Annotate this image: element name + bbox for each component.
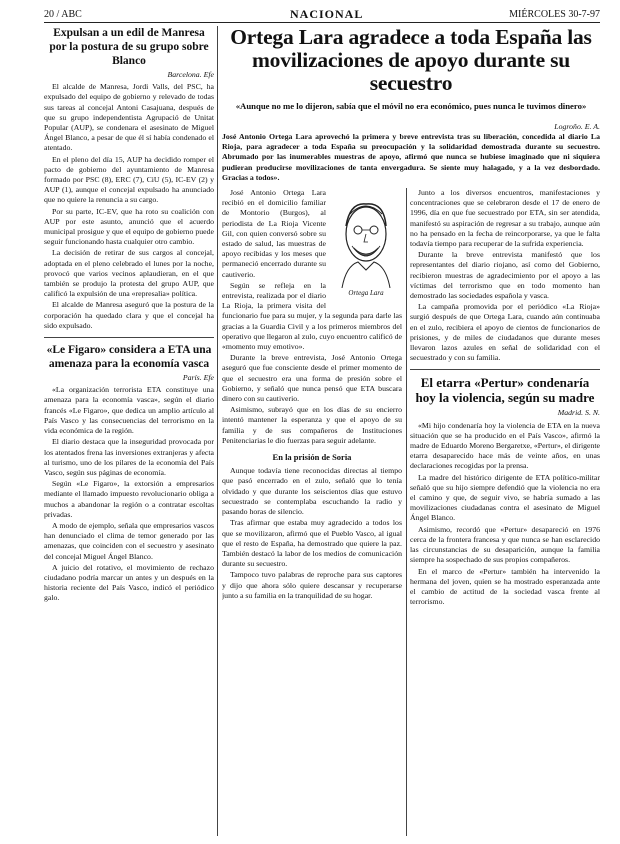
main-headline: Ortega Lara agradece a toda España las movilizaciones de apoyo durante su secuestro <box>230 25 592 95</box>
main-deck: «Aunque no me lo dijeron, sabía que el móvil no era económico, pues nunca le tuvimos dinero» <box>235 101 587 111</box>
story1-paragraph: El alcalde de Manresa aseguró que la postura de la corporación ha quedado clara y que el concejal ha sido expulsado. <box>44 300 214 330</box>
portrait-caption: Ortega Lara <box>348 289 384 297</box>
main-column-3 <box>410 188 600 836</box>
story3-paragraph: Asimismo, recordó que «Pertur» desapareció en 1976 cerca de la frontera francesa y que nunca se han esclarecido las circunstancias de su desaparición, aunque la familia siempre ha sospechado de sus propios compañeros. <box>410 524 600 565</box>
main-paragraph: Tras afirmar que estaba muy agradecido a todos los que se movilizaron, afirmó que el Pueblo Vasco, al igual que el resto de España, ha demostrado que quiere la paz. También destacó la labor de los medios de comunicación durante su secuestro. <box>222 518 402 569</box>
story3-paragraph: En el marco de «Pertur» también ha intervenido la hermana del joven, quien se ha mostrado esperanzada ante el cambio de actitud de la sociedad vasca frente al terrorismo. <box>410 566 600 607</box>
story2-paragraph: A modo de ejemplo, señala que empresarios vascos han denunciado el clima de temor generado por las amenazas, que coinciden con el secuestro y asesinato del concejal Miguel Ángel Blanco. <box>44 520 214 561</box>
page-header <box>44 6 600 23</box>
main-paragraph: Asimismo, subrayó que en los días de su encierro intentó mantener la esperanza y que el apoyo de su familia y de sus compañeros de Instituciones Penitenciarias le dio fuerzas para seguir adelante. <box>222 405 402 445</box>
main-paragraph: La campaña promovida por el periódico «La Rioja» surgió después de que Ortega Lara, cuando aún continuaba en el zulo, recibiera el apoyo de cientos de funcionarios de prisiones, y de miles de ciudadanos que durante meses llevaron lazos azules en señal de solidaridad con el secuestrado y con su familia. <box>410 302 600 363</box>
story2-paragraph: A juicio del rotativo, el movimiento de rechazo ciudadano podría marcar un antes y un después en la historia reciente del País Vasco, indicó el periódico galo. <box>44 562 214 603</box>
main-column-2 <box>222 188 402 836</box>
story1-paragraph: La decisión de retirar de sus cargos al concejal, adoptada en el pleno celebrado el lunes por la noche, provocó que varios vecinos aplaudieran, en el que también se produjo la protesta del grupo AUP, que calificó la expulsión de una «represalia» política. <box>44 248 214 299</box>
main-paragraph: Tampoco tuvo palabras de reproche para sus captores y dijo que ahora sólo quiere descansar y recuperarse junto a su familia en la tranquilidad de su hogar. <box>222 570 402 600</box>
page-number: 20 / ABC <box>44 9 82 20</box>
story3-paragraph: La madre del histórico dirigente de ETA político-militar señaló que su hijo siempre defendió que la violencia no era el camino y que, de seguir vivo, se habría sumado a las movilizaciones ciudadanas contra el asesinato de Miguel Ángel Blanco. <box>410 472 600 523</box>
story1-paragraph: El alcalde de Manresa, Jordi Valls, del PSC, ha expulsado del equipo de gobierno y relevado de todas sus tareas al concejal Antoni Casajuana, después de que su grupo independentista Agrupació de Unitat Popular (AUP), se condenara el asesinato de Miguel Ángel Blanco, a pesar de que él sí había condenado el atentado. <box>44 82 214 153</box>
column-separator <box>406 188 407 836</box>
column-separator <box>217 26 218 836</box>
main-paragraph: Según se refleja en la entrevista, realizada por el diario La Rioja, la primera visita del funcionario fue para su mujer, y la segunda para darle las gracias a la Guardia Civil y a los primeros miembros del operativo que llegaron al zulo, cuyo encuentro calificó de «momento muy emotivo». <box>222 280 402 352</box>
main-location: Logroño. E. A. <box>554 122 600 131</box>
story2-headline: «Le Figaro» considera a ETA una amenaza para la economía vasca <box>46 344 212 371</box>
left-column <box>44 26 214 836</box>
story1-paragraph: Por su parte, IC-EV, que ha roto su coalición con AUP por este asunto, anunció que el acuerdo municipal prosigue y que el equipo de gobierno puede seguir funcionando hasta cualquier otro cambio. <box>44 206 214 247</box>
portrait-illustration <box>330 190 402 300</box>
main-paragraph: Durante la breve entrevista, José Antonio Ortega aseguró que fue consciente desde el primer momento de que el secuestro era una forma de presión sobre el Gobierno, y señaló que nunca pensó que ETA buscara dinero con su cautiverio. <box>222 353 402 404</box>
story2-paragraph: «La organización terrorista ETA constituye una amenaza para la economía vasca», según el diario francés «Le Figaro», que dedica un amplio artículo al País Vasco y las consecuencias del terrorismo en la vida económica de la región. <box>44 385 214 436</box>
main-paragraph: Junto a los diversos encuentros, manifestaciones y concentraciones que se celebraron desde el 17 de enero de 1996, día en que fue secuestrado por ETA, sin ser atendida, manifestó su aspiración de regresar a su trabajo, aunque aún no ha pensado en la fecha de reincorporarse, ya que le falta todavía tiempo para recuperar de la sufrida experiencia. <box>410 188 600 249</box>
story3-paragraph: «Mi hijo condenaría hoy la violencia de ETA en la nueva situación que se ha producido en el País Vasco», afirmó la madre de Eduardo Moreno Bergaretxe, «Pertur», el dirigente etarra desaparecido hace más de veinte años, en unas declaraciones recogidas por la prensa. <box>410 420 600 471</box>
story1-signature: Barcelona. Efe <box>167 70 214 79</box>
story1-paragraph: En el pleno del día 15, AUP ha decidido romper el pacto de gobierno del ayuntamiento de Manresa formado por PSC (8), ERC (7), CiU (5), IC-EV (2) y AUP (1), aunque el concejal expulsado ha anunciado que no quiere la renuncia a su cargo. <box>44 154 214 205</box>
story3-signature: Madrid. S. N. <box>557 408 600 418</box>
main-subhead: En la prisión de Soria <box>272 452 352 463</box>
section-title: NACIONAL <box>290 7 364 21</box>
main-paragraph: José Antonio Ortega Lara recibió en el domicilio familiar de Montorio (Burgos), al periodista de La Rioja Vicente Gil, con quien conversó sobre su estado de salud, las muestras de apoyo recibidas y los meses que permaneció encerrado durante su cautiverio. <box>222 188 326 279</box>
story1-headline: Expulsan a un edil de Manresa por la postura de su grupo sobre Blanco <box>49 27 209 67</box>
portrait-drawing <box>330 190 402 288</box>
story2-signature: París. Efe <box>182 373 214 383</box>
story2-paragraph: El diario destaca que la inseguridad provocada por los atentados frena las inversiones extranjeras y afecta al turismo, uno de los pilares de la economía del País Vasco, según sus páginas de economía. <box>44 437 214 477</box>
main-lead: José Antonio Ortega Lara aprovechó la primera y breve entrevista tras su liberación, concedida al diario La Rioja, para agradecer a toda España su preocupación y la solidaridad demostrada durante su secuestro. Abrumado por las inumerables muestras de apoyo, afirmó que nunca se hubiese imaginado que ni siquiera pudieran producirse movilizaciones de tanta envergadura. Se siente muy halagado, y a la vez desbordado. Gracias a todos». <box>222 132 600 182</box>
story3-headline: El etarra «Pertur» condenaría hoy la violencia, según su madre <box>415 375 595 406</box>
main-paragraph: Aunque todavía tiene reconocidas directas al tiempo que pasó encerrado en el zulo, señaló que lo tenía olvidado y que durante los seiscientos días que estuvo secuestrado se contemplaba escuchando la radio y pasando horas de silencio. <box>222 466 402 517</box>
main-paragraph: Durante la breve entrevista manifestó que los representantes del diario riojano, así como del Gobierno, recibieron muestras de agradecimiento por el apoyo a las víctimas del terrorismo que en todo momento han demostrado las sociedades española y vasca. <box>410 250 600 301</box>
story2-paragraph: Según «Le Figaro», la extorsión a empresarios mediante el llamado impuesto revolucionario obliga a muchos a abandonar la región o a contratar escoltas privadas. <box>44 479 214 519</box>
divider <box>44 337 214 338</box>
divider <box>410 369 600 370</box>
issue-date: MIÉRCOLES 30-7-97 <box>509 9 600 20</box>
